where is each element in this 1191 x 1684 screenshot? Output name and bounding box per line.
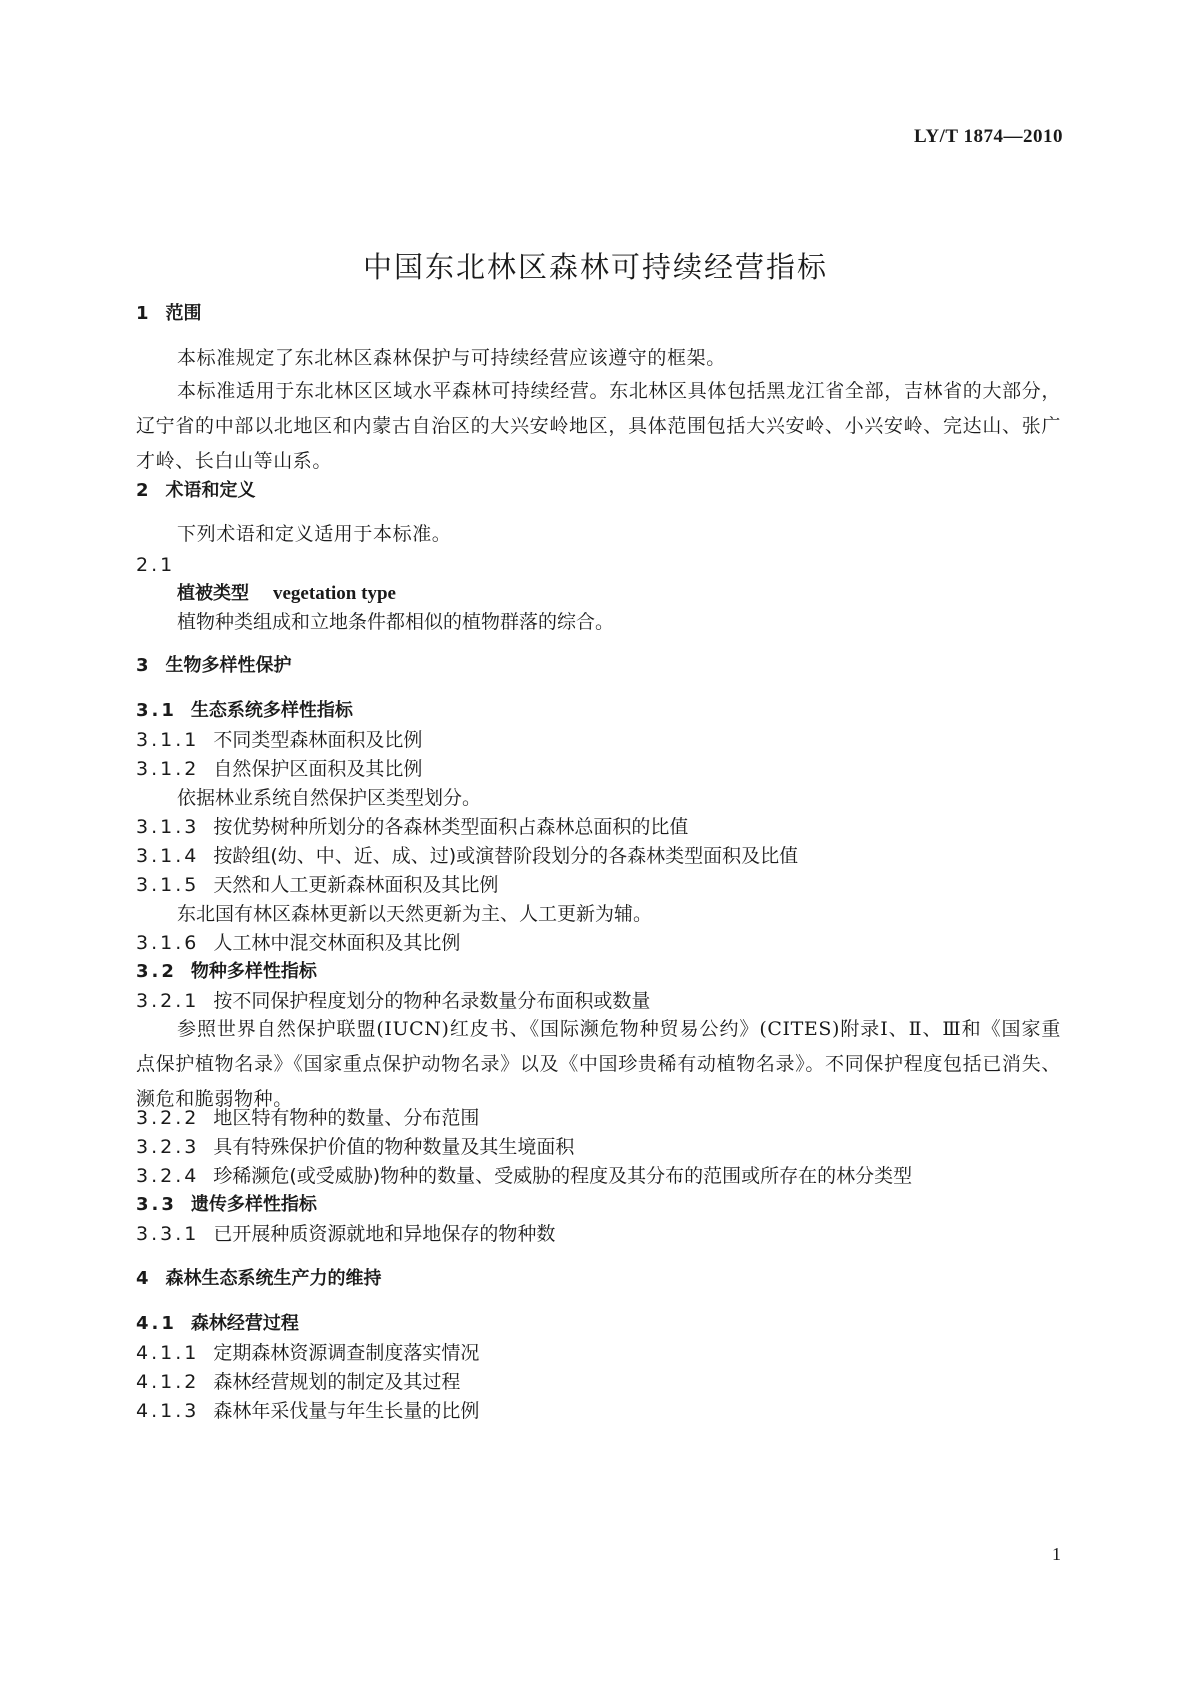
indicator-item: 3.1.2 自然保护区面积及其比例: [136, 758, 423, 780]
section-number: 1: [136, 303, 152, 324]
indicator-item: 3.2.4 珍稀濒危(或受威胁)物种的数量、受威胁的程度及其分布的范围或所存在的林分类型: [136, 1165, 913, 1187]
term-zh: 植被类型: [177, 583, 249, 604]
section-title: 森林生态系统生产力的维持: [165, 1268, 382, 1289]
indicator-note: 依据林业系统自然保护区类型划分。: [177, 787, 482, 809]
term-number: 2.1: [136, 554, 176, 576]
section-number: 2: [136, 480, 152, 501]
page-number: 1: [1052, 1544, 1061, 1564]
section-number: 3: [136, 655, 152, 676]
indicator-item: 3.2.3 具有特殊保护价值的物种数量及其生境面积: [136, 1136, 575, 1158]
indicator-item: 3.3.1 已开展种质资源就地和异地保存的物种数: [136, 1223, 556, 1245]
term-entry: [177, 580, 396, 607]
indicator-item: 3.2.1 按不同保护程度划分的物种名录数量分布面积或数量: [136, 990, 651, 1012]
section-heading: [136, 301, 202, 327]
standard-code: LY/T 1874—2010: [913, 126, 1063, 147]
indicator-item: 3.1.4 按龄组(幼、中、近、成、过)或演替阶段划分的各森林类型面积及比值: [136, 845, 799, 867]
section-title: 生物多样性保护: [165, 655, 292, 676]
subsection-heading: 3.1 生态系统多样性指标: [136, 700, 353, 721]
paragraph: 本标准适用于东北林区区域水平森林可持续经营。东北林区具体包括黑龙江省全部，吉林省的大部分，辽宁省的中部以北地区和内蒙古自治区的大兴安岭地区，具体范围包括大兴安岭、小兴安岭、完达山、张广才岭、长白山等山系。: [136, 380, 1061, 472]
indicator-item: 4.1.2 森林经营规划的制定及其过程: [136, 1371, 461, 1393]
indicator-note: 参照世界自然保护联盟(IUCN)红皮书、《国际濒危物种贸易公约》(CITES)附录Ⅰ、Ⅱ、Ⅲ和《国家重点保护植物名录》《国家重点保护动物名录》以及《中国珍贵稀有动植物名录》。不同保护程度包括已消失、濒危和脆弱物种。: [136, 1018, 1061, 1110]
term-en: vegetation type: [273, 583, 396, 604]
term-definition: 植物种类组成和立地条件都相似的植物群落的综合。: [177, 611, 615, 633]
indicator-item: 3.1.5 天然和人工更新森林面积及其比例: [136, 874, 499, 896]
section-heading: [136, 478, 256, 504]
subsection-heading: 4.1 森林经营过程: [136, 1313, 299, 1334]
section-number: 4: [136, 1268, 152, 1289]
indicator-item: 3.1.3 按优势树种所划分的各森林类型面积占森林总面积的比值: [136, 816, 689, 838]
section-title: 术语和定义: [165, 480, 256, 501]
subsection-heading: 3.2 物种多样性指标: [136, 961, 317, 982]
paragraph: 下列术语和定义适用于本标准。: [177, 523, 452, 545]
subsection-heading: 3.3 遗传多样性指标: [136, 1194, 317, 1215]
section-title: 范围: [165, 303, 202, 324]
section-heading: [136, 1266, 382, 1292]
indicator-item: 3.2.2 地区特有物种的数量、分布范围: [136, 1107, 480, 1129]
section-heading: [136, 653, 292, 679]
indicator-note: 东北国有林区森林更新以天然更新为主、人工更新为辅。: [177, 903, 653, 925]
paragraph: 本标准规定了东北林区森林保护与可持续经营应该遵守的框架。: [177, 347, 726, 369]
indicator-item: 4.1.3 森林年采伐量与年生长量的比例: [136, 1400, 480, 1422]
document-title: 中国东北林区森林可持续经营指标: [362, 250, 828, 285]
indicator-item: 4.1.1 定期森林资源调查制度落实情况: [136, 1342, 480, 1364]
indicator-item: 3.1.1 不同类型森林面积及比例: [136, 729, 423, 751]
indicator-item: 3.1.6 人工林中混交林面积及其比例: [136, 932, 461, 954]
